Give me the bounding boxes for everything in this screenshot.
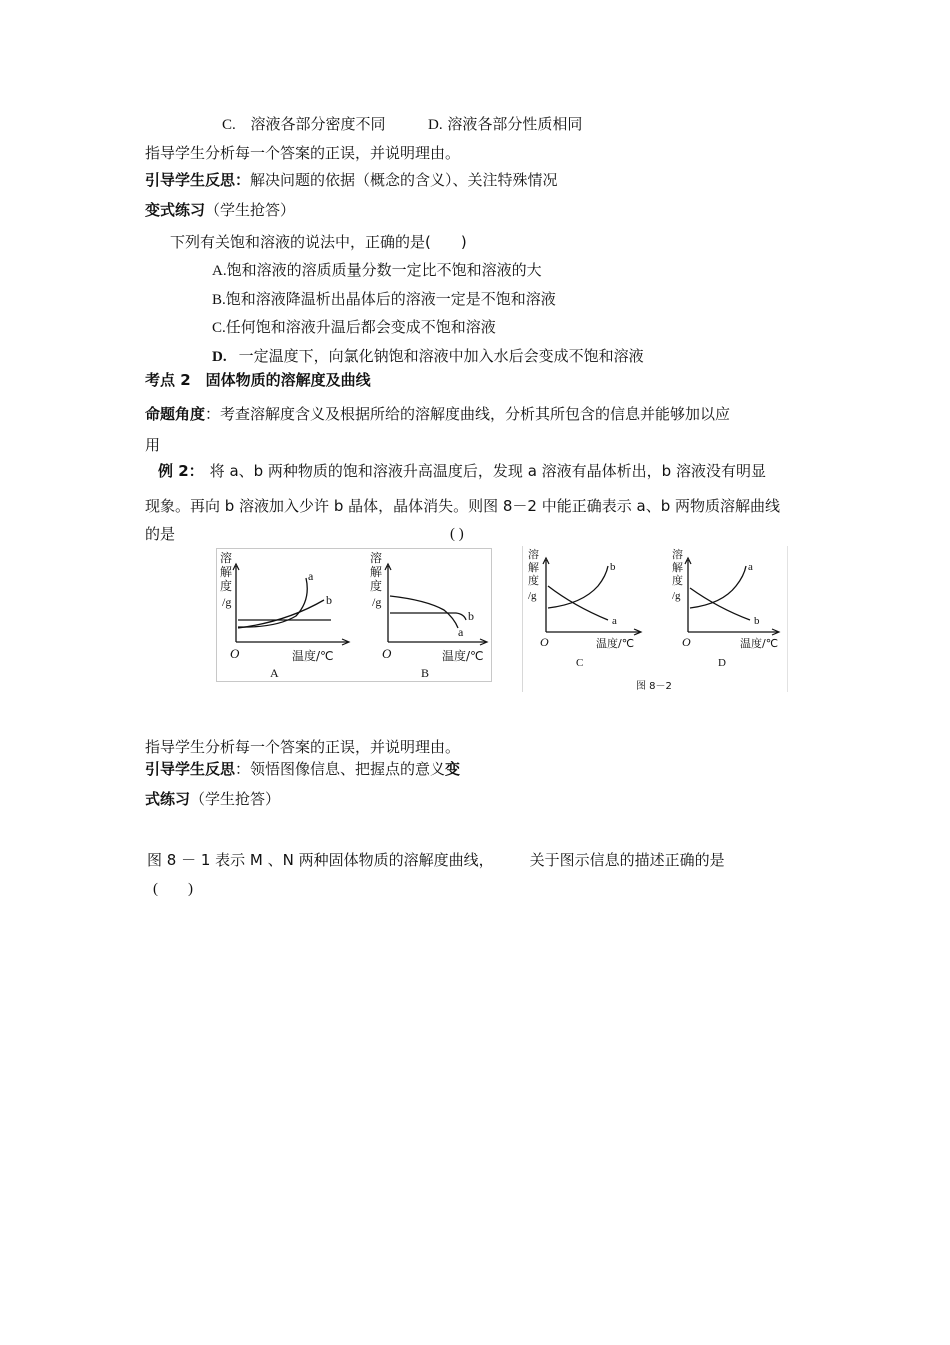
option-d-line [428, 114, 582, 135]
angle-line [145, 404, 730, 424]
option-b-line [212, 289, 556, 310]
panel-c [528, 547, 641, 669]
example-line-1 [158, 461, 766, 481]
svg-text:O: O [540, 635, 549, 649]
svg-text:O: O [230, 646, 240, 661]
reflect-label: 引导学生反思 [145, 760, 236, 778]
svg-text:b: b [610, 561, 616, 573]
question-line-1 [147, 850, 725, 870]
reflect-label: 引导学生反思： [145, 171, 251, 189]
option-text: 溶液各部分性质相同 [447, 115, 583, 133]
guide-text: 指导学生分析每一个答案的正误，并说明理由。 [145, 738, 461, 756]
panel-d [672, 547, 779, 669]
topic-title: 考点 2 固体物质的溶解度及曲线 [145, 371, 371, 389]
svg-text:A: A [270, 666, 279, 680]
svg-text:a: a [458, 625, 464, 639]
answer-paren: ( ) [153, 881, 193, 897]
answer-paren: ( ) [450, 526, 464, 542]
svg-text:D: D [718, 657, 726, 669]
option-text: 饱和溶液的溶质质量分数一定比不饱和溶液的大 [226, 261, 542, 279]
option-letter: C. [212, 320, 226, 336]
svg-text:/g: /g [222, 595, 232, 609]
option-text: 任何饱和溶液升温后都会变成不饱和溶液 [225, 318, 496, 336]
svg-text:a: a [612, 615, 617, 627]
svg-text:a: a [748, 561, 753, 573]
reflect-line [145, 170, 558, 190]
svg-text:解: 解 [672, 561, 683, 574]
panel-a [220, 550, 349, 680]
curve-b [690, 588, 750, 620]
svg-text:a: a [308, 569, 314, 583]
reflect-text: ：领悟图像信息、把握点的意义 [235, 760, 446, 778]
curve-b [390, 613, 466, 620]
svg-text:C: C [576, 657, 584, 669]
curve-b [548, 566, 608, 608]
svg-text:度: 度 [220, 579, 233, 593]
curve-a [548, 586, 608, 620]
option-c-line [222, 114, 386, 135]
svg-text:溶: 溶 [528, 548, 539, 561]
variant-label: 式练习 [145, 790, 191, 808]
option-letter: B. [212, 292, 226, 308]
svg-text:b: b [468, 609, 474, 623]
svg-text:温度/℃: 温度/℃ [740, 637, 779, 650]
svg-text:温度/℃: 温度/℃ [442, 649, 484, 663]
variant-heading [145, 789, 280, 809]
svg-text:/g: /g [372, 595, 382, 609]
question-text: 图 8 － 1 表示 M 、N 两种固体物质的溶解度曲线， [147, 851, 494, 869]
example-line-2: 现象。再向 b 溶液加入少许 b 晶体，晶体消失。则图 8－2 中能正确表示 a、b 两物质溶解曲线 [145, 497, 780, 515]
svg-text:溶: 溶 [220, 551, 233, 565]
example-line-3: 的是 [145, 525, 176, 543]
question-stem: 下列有关饱和溶液的说法中，正确的是( ) [170, 233, 467, 251]
svg-text:温度/℃: 温度/℃ [596, 637, 635, 650]
svg-text:b: b [754, 615, 760, 627]
option-letter: C. [222, 117, 236, 133]
svg-text:O: O [682, 635, 691, 649]
svg-text:度: 度 [672, 574, 683, 587]
svg-text:溶: 溶 [370, 551, 383, 565]
variant-note: （学生抢答） [205, 201, 296, 219]
figure-caption: 图 8－2 [636, 681, 672, 692]
option-d-line [212, 346, 644, 367]
question-text-cont: 关于图示信息的描述正确的是 [529, 851, 725, 869]
svg-text:/g: /g [672, 590, 681, 602]
svg-text:B: B [421, 666, 430, 680]
svg-text:O: O [382, 646, 392, 661]
variant-label-start: 变 [445, 760, 461, 778]
option-letter: A. [212, 263, 227, 279]
svg-text:解: 解 [220, 565, 233, 579]
figure-panels-cd [522, 546, 788, 692]
guide-text: 指导学生分析每一个答案的正误，并说明理由。 [145, 144, 461, 162]
angle-text-cont: 用 [145, 436, 161, 454]
panel-b [370, 550, 487, 680]
figure-panels-ab [216, 548, 492, 682]
option-letter: D. [428, 117, 443, 133]
variant-label: 变式练习 [145, 201, 206, 219]
variant-heading [145, 200, 295, 220]
svg-text:度: 度 [370, 579, 383, 593]
svg-text:溶: 溶 [672, 548, 683, 561]
example-text: 将 a、b 两种物质的饱和溶液升高温度后，发现 a 溶液有晶体析出，b 溶液没有明显 [209, 462, 766, 480]
curve-b [238, 600, 324, 628]
reflect-text: 解决问题的依据（概念的含义）、关注特殊情况 [250, 171, 558, 189]
svg-text:度: 度 [528, 574, 539, 587]
option-c-line [212, 317, 496, 338]
angle-label: 命题角度 [145, 405, 206, 423]
option-text: 饱和溶液降温析出晶体后的溶液一定是不饱和溶液 [225, 290, 556, 308]
option-text: 溶液各部分密度不同 [250, 115, 386, 133]
variant-note: （学生抢答） [190, 790, 281, 808]
angle-text: ：考查溶解度含义及根据所给的溶解度曲线，分析其所包含的信息并能够加以应 [205, 405, 731, 423]
curve-a [690, 566, 746, 608]
option-letter: D. [212, 349, 227, 365]
svg-text:解: 解 [528, 561, 539, 574]
svg-text:温度/℃: 温度/℃ [292, 649, 334, 663]
svg-text:解: 解 [370, 565, 383, 579]
svg-text:/g: /g [528, 590, 537, 602]
reflect-line [145, 759, 460, 779]
example-label: 例 2： [158, 462, 204, 480]
option-a-line [212, 260, 542, 281]
option-text: 一定温度下，向氯化钠饱和溶液中加入水后会变成不饱和溶液 [238, 347, 644, 365]
curve-a [390, 596, 458, 628]
svg-text:b: b [326, 593, 332, 607]
